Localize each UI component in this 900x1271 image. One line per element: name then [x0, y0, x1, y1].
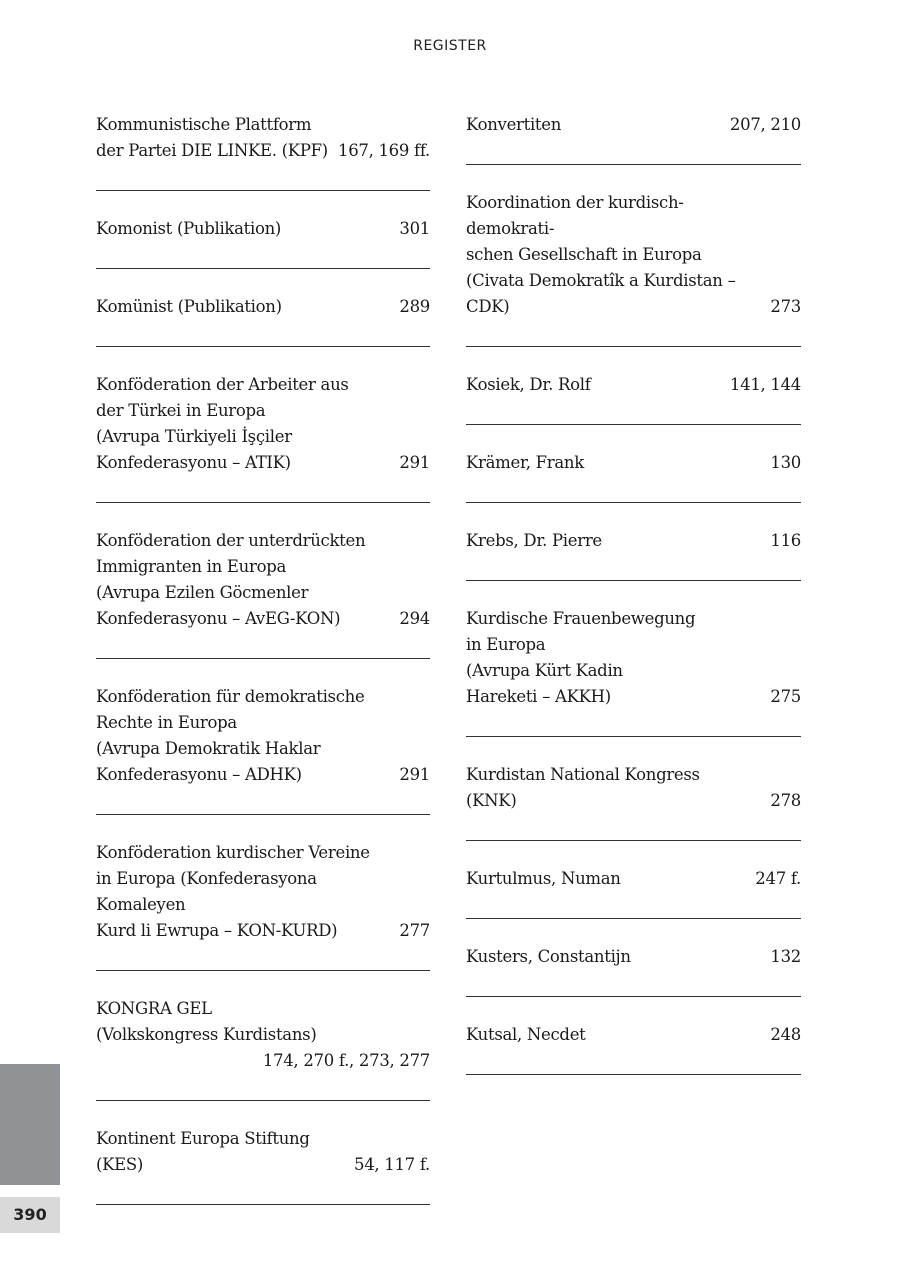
index-pages: 132	[770, 947, 801, 966]
index-pages: 273	[770, 297, 801, 316]
index-term: Komonist (Publikation)	[96, 219, 282, 238]
index-entry	[96, 971, 430, 1101]
index-entry	[466, 503, 801, 581]
index-entry	[466, 737, 801, 841]
index-term: Konföderation für demokratische Rechte in Europa (Avrupa Demokratik Haklar Konfederasyonu – ADHK)	[96, 687, 365, 784]
index-entry	[96, 269, 430, 347]
index-term: KONGRA GEL (Volkskongress Kurdistans)	[96, 999, 317, 1044]
index-entry	[466, 165, 801, 347]
index-pages: 289	[399, 297, 430, 316]
index-pages: 130	[770, 453, 801, 472]
index-term: Konföderation der Arbeiter aus der Türkei in Europa (Avrupa Türkiyeli İşçiler Konfederasyonu – ATIK)	[96, 375, 349, 472]
index-term: Konföderation kurdischer Vereine in Europa (Konfederasyona Komaleyen Kurd li Ewrupa – KON-KURD)	[96, 843, 370, 940]
index-pages: 247 f.	[755, 869, 801, 888]
index-pages: 277	[399, 921, 430, 940]
chapter-thumb-tab	[0, 1064, 60, 1185]
index-term: Kommunistische Plattform der Partei DIE LINKE. (KPF)	[96, 115, 328, 160]
index-pages: 116	[770, 531, 801, 550]
index-entry	[96, 87, 430, 191]
index-pages: 294	[399, 609, 430, 628]
index-term: Konvertiten	[466, 115, 562, 134]
index-term: Kusters, Constantijn	[466, 947, 631, 966]
index-term: Koordination der kurdisch-demokrati- schen Gesellschaft in Europa (Civata Demokratîk a Kurdistan – CDK)	[466, 193, 736, 316]
index-entry	[466, 841, 801, 919]
index-entry	[466, 425, 801, 503]
index-term: Komünist (Publikation)	[96, 297, 282, 316]
index-term: Konföderation der unterdrückten Immigranten in Europa (Avrupa Ezilen Göcmenler Konfederasyonu – AvEG-KON)	[96, 531, 366, 628]
index-pages: 291	[399, 765, 430, 784]
index-pages: 248	[770, 1025, 801, 1044]
index-term: Kurdische Frauenbewegung in Europa (Avrupa Kürt Kadin Hareketi – AKKH)	[466, 609, 696, 706]
index-term: Kosiek, Dr. Rolf	[466, 375, 591, 394]
index-entry	[96, 503, 430, 659]
index-entry	[96, 1101, 430, 1205]
index-pages: 275	[770, 687, 801, 706]
index-pages: 291	[399, 453, 430, 472]
index-entry	[466, 919, 801, 997]
index-pages: 207, 210	[729, 115, 801, 134]
index-term: Kutsal, Necdet	[466, 1025, 586, 1044]
index-entry	[96, 347, 430, 503]
index-pages: 301	[399, 219, 430, 238]
index-term: Krebs, Dr. Pierre	[466, 531, 602, 550]
index-entry	[96, 659, 430, 815]
index-entry	[96, 815, 430, 971]
index-term: Kontinent Europa Stiftung (KES)	[96, 1129, 310, 1174]
index-column-right	[466, 87, 801, 1075]
index-entry	[466, 581, 801, 737]
index-term: Kurdistan National Kongress (KNK)	[466, 765, 700, 810]
index-pages: 141, 144	[729, 375, 801, 394]
index-entry	[466, 87, 801, 165]
index-column-left	[96, 87, 430, 1205]
index-pages: 278	[770, 791, 801, 810]
index-entry	[466, 347, 801, 425]
index-term: Krämer, Frank	[466, 453, 584, 472]
index-pages: 54, 117 f.	[354, 1155, 430, 1174]
index-entry	[466, 997, 801, 1075]
index-pages: 167, 169 ff.	[338, 141, 430, 160]
index-term: Kurtulmus, Numan	[466, 869, 621, 888]
running-header: REGISTER	[413, 38, 487, 54]
index-entry	[96, 191, 430, 269]
page-number: 390	[0, 1197, 60, 1233]
index-pages: 174, 270 f., 273, 277	[262, 1051, 430, 1070]
